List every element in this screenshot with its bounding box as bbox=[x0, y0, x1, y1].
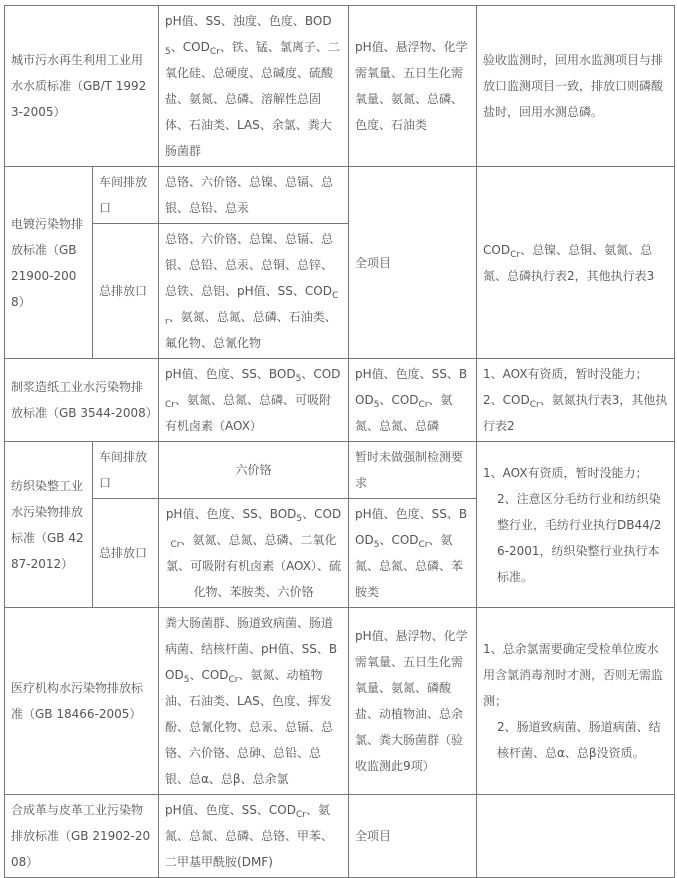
subscript: Cr bbox=[418, 400, 429, 410]
regulated-items bbox=[159, 6, 349, 167]
outlet-type: 总排放口 bbox=[93, 499, 159, 608]
monitored-items: pH值、悬浮物、化学需氧量、五日生化需氧量、氨氮、磷酸盐、动植物油、总余氯、粪大肠菌群（验收监测此9项） bbox=[349, 608, 477, 795]
note-text: COD bbox=[483, 242, 511, 257]
outlet-type: 车间排放口 bbox=[93, 167, 159, 224]
note-text: 、总镍、总铜、氨氮、总氮、总磷执行表2，其他执行表3 bbox=[483, 242, 655, 283]
note-line: 1、AOX有资质，暂时没能力； bbox=[483, 465, 648, 480]
text-segment: 、氨氮、总氮、总磷、二氧化氯、可吸附有机卤素（AOX）、硫化物、苯胺类、六价铬 bbox=[166, 533, 341, 599]
notes bbox=[477, 359, 675, 442]
text-segment: pH值、色度、SS、BOD bbox=[355, 507, 468, 547]
notes bbox=[477, 608, 675, 795]
text-segment: 、COD bbox=[302, 507, 342, 521]
table-row bbox=[5, 442, 675, 499]
items-subscript: Cr bbox=[165, 291, 339, 327]
notes: 验收监测时，回用水监测项目与排放口监测项目一致，排放口则磷酸盐时，回用水测总磷。 bbox=[477, 6, 675, 167]
regulated-items bbox=[159, 608, 349, 795]
regulated-items bbox=[159, 224, 349, 359]
text-segment: 、COD bbox=[301, 367, 341, 381]
items-text: 总铬、六价铬、总镍、总镉、总银、总铅、总汞、总铜、总锌、总铁、总铝、pH值、SS、COD bbox=[165, 232, 334, 298]
subscript: 5 bbox=[373, 400, 380, 410]
subscript: 5 bbox=[295, 374, 302, 384]
monitored-items bbox=[349, 499, 477, 608]
regulated-items bbox=[159, 359, 349, 442]
table-row bbox=[5, 795, 675, 878]
standard-name: 城市污水再生利用工业用水水质标准（GB/T 19923-2005） bbox=[5, 6, 159, 167]
text-segment: 、氨氮、总氮、总磷、总铬、甲苯、二甲基甲酰胺(DMF) bbox=[165, 803, 334, 869]
regulated-items bbox=[159, 499, 349, 608]
monitored-items: 全项目 bbox=[349, 795, 477, 878]
text-segment: pH值、色度、SS、BOD bbox=[355, 367, 468, 407]
notes bbox=[477, 167, 675, 359]
standard-name: 合成革与皮革工业污染物排放标准（GB 21902-2008） bbox=[5, 795, 159, 878]
subscript: Cr bbox=[165, 400, 175, 410]
outlet-type: 车间排放口 bbox=[93, 442, 159, 499]
subscript: Cr bbox=[295, 810, 306, 820]
text-segment: 粪大肠菌群、肠道致病菌、肠道病菌、结核杆菌、pH值、SS、BOD bbox=[165, 616, 338, 682]
standard-name: 纺织染整工业水污染物排放标准（GB 4287-2012） bbox=[5, 442, 93, 608]
subscript: 5 bbox=[296, 514, 303, 524]
regulated-items: 总铬、六价铬、总镍、总镉、总银、总铅、总汞 bbox=[159, 167, 349, 224]
standard-name: 制浆造纸工业水污染物排放标准（GB 3544-2008） bbox=[5, 359, 159, 442]
text-segment: 、COD bbox=[379, 393, 419, 407]
text-segment: 、氨氮、总氮、总磷、可吸附有机卤素（AOX） bbox=[165, 393, 332, 433]
standards-table bbox=[4, 5, 675, 878]
standard-name: 电镀污染物排放标准（GB 21900-2008） bbox=[5, 167, 93, 359]
note-line: 2、肠道致病菌、肠道病菌、结核杆菌、总α、总β没资质。 bbox=[497, 720, 661, 760]
table-row bbox=[5, 6, 675, 167]
monitored-items: pH值、悬浮物、化学需氧量、五日生化需氧量、氨氮、总磷、色度、石油类 bbox=[349, 6, 477, 167]
subscript: Cr bbox=[228, 675, 239, 685]
note-line: 1、总余氯需要确定受检单位废水用含氯消毒剂时才测，否则无需监测； bbox=[483, 642, 664, 708]
subscript: Cr bbox=[418, 540, 429, 550]
regulated-items bbox=[159, 795, 349, 878]
note-line: 2、$COD_{Cr}$、氨氮执行表3，其他执行表2 bbox=[483, 393, 668, 433]
standard-name: 医疗机构水污染物排放标准（GB 18466-2005） bbox=[5, 608, 159, 795]
text-segment: 、氨氮、总氮、总磷、苯胺类 bbox=[355, 533, 464, 599]
text-segment: 、铁、锰、氯离子、二氧化硅、总硬度、总碱度、硫酸盐、氨氮、总磷、溶解性总固体、石油类、LAS、余氯、粪大肠菌群 bbox=[165, 40, 340, 158]
table-row bbox=[5, 608, 675, 795]
regulated-items: 六价铬 bbox=[159, 442, 349, 499]
subscript: 5 bbox=[373, 540, 380, 550]
subscript: 5 bbox=[165, 47, 171, 57]
text-segment: pH值、SS、浊度、色度、BOD bbox=[165, 14, 332, 28]
note-subscript: Cr bbox=[510, 249, 521, 260]
items-text: 、氨氮、总氮、总磷、石油类、氟化物、总氰化物 bbox=[165, 310, 337, 350]
table-row bbox=[5, 167, 675, 224]
monitored-items bbox=[349, 359, 477, 442]
text-segment: 、COD bbox=[189, 668, 229, 682]
outlet-type: 总排放口 bbox=[93, 224, 159, 359]
subscript: 5 bbox=[183, 675, 190, 685]
table-row bbox=[5, 359, 675, 442]
notes bbox=[477, 442, 675, 608]
subscript: Cr bbox=[209, 47, 220, 57]
monitored-items: 全项目 bbox=[349, 167, 477, 359]
text-segment: 、氨氮、总氮、总磷 bbox=[355, 393, 453, 433]
text-segment: 、COD bbox=[170, 40, 210, 54]
text-segment: 、氨氮、动植物油、石油类、LAS、色度、挥发酚、总氰化物、总汞、总镉、总铬、六价铬、总砷、总铅、总银、总α、总β、总余氯 bbox=[165, 668, 334, 786]
note-line: 2、注意区分毛纺行业和纺织染整行业，毛纺行业执行DB44/26-2001，纺织染整行业执行本标准。 bbox=[497, 491, 662, 584]
note-line: 1、AOX有资质，暂时没能力； bbox=[483, 367, 648, 381]
text-segment: pH值、色度、SS、COD bbox=[165, 803, 296, 817]
monitored-items: 暂时未做强制检测要求 bbox=[349, 442, 477, 499]
subscript: Cr bbox=[170, 540, 181, 550]
notes bbox=[477, 795, 675, 878]
text-segment: 、COD bbox=[379, 533, 419, 547]
text-segment: pH值、色度、SS、BOD bbox=[165, 367, 296, 381]
text-segment: pH值、色度、SS、BOD bbox=[165, 507, 297, 521]
